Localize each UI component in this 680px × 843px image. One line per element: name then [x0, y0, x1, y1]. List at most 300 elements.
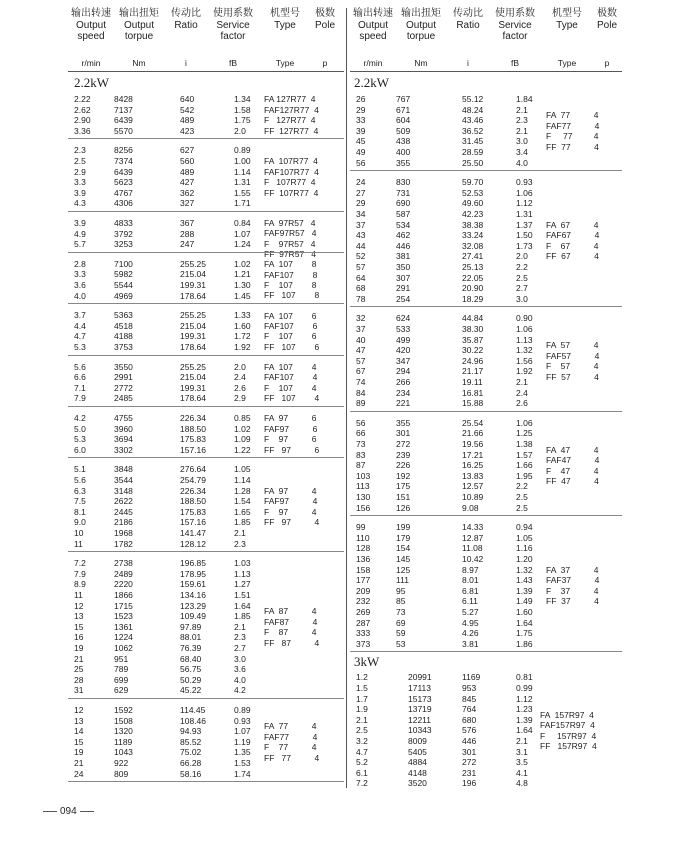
ratio-cell: 11.08 [462, 543, 483, 554]
type-pole-line: FF 157R97 4 [540, 741, 597, 752]
speed-cell: 7.2 [74, 558, 86, 569]
service-factor-cell: 3.5 [516, 757, 528, 768]
torque-cell: 699 [114, 674, 129, 685]
header-type [544, 8, 590, 31]
type-pole-line: FF 67 4 [546, 251, 599, 262]
type-pole-line: FAF127R77 4 [264, 104, 319, 115]
speed-cell: 128 [356, 543, 371, 554]
ratio-cell: 188.50 [180, 496, 206, 507]
speed-cell: 2.1 [356, 714, 368, 725]
torque-cell: 7137 [114, 104, 133, 115]
service-factor-cell: 0.85 [234, 413, 251, 423]
type-pole-line: FA 107R77 4 [264, 156, 318, 167]
torque-cell: 1782 [114, 538, 133, 549]
type-pole-block [264, 486, 319, 528]
header-type-en: Type [274, 20, 296, 31]
torque-cell: 7374 [114, 156, 133, 166]
header-speed-en: Output speed [75, 20, 107, 42]
speed-cell: 74 [356, 377, 366, 387]
type-pole-line: FF 47 4 [546, 475, 599, 486]
ratio-cell: 178.64 [180, 393, 206, 404]
speed-cell: 45 [356, 136, 366, 147]
torque-cell: 5544 [114, 280, 133, 290]
type-pole-line: F 107R77 4 [264, 177, 316, 188]
table-header [68, 0, 344, 72]
type-pole-block [546, 110, 599, 152]
header-torque-en: Output torpue [123, 20, 155, 42]
service-factor-cell: 3.0 [516, 293, 528, 304]
torque-cell: 1866 [114, 590, 133, 600]
torque-cell: 671 [396, 104, 411, 115]
service-factor-cell: 1.60 [234, 320, 251, 331]
speed-cell: 7.9 [74, 393, 86, 404]
speed-cell: 9.0 [74, 517, 86, 528]
ratio-cell: 288 [180, 228, 195, 239]
service-factor-cell: 1.09 [234, 434, 251, 445]
torque-cell: 199 [396, 522, 411, 533]
speed-cell: 24 [74, 768, 84, 779]
speed-cell: 11 [74, 538, 83, 549]
ratio-cell: 560 [180, 156, 195, 166]
ratio-cell: 108.46 [180, 715, 206, 726]
ratio-cell: 196 [462, 778, 477, 789]
header-service-factor [490, 8, 540, 42]
speed-cell: 99 [356, 522, 366, 533]
speed-cell: 28 [74, 674, 84, 685]
ratio-cell: 109.49 [180, 611, 206, 622]
speed-cell: 4.4 [74, 320, 86, 331]
torque-cell: 6439 [114, 166, 133, 177]
ratio-cell: 4.95 [462, 617, 479, 628]
torque-cell: 1189 [114, 736, 133, 747]
ratio-cell: 489 [180, 166, 195, 177]
group-separator [68, 355, 344, 356]
header-pole-en: Pole [314, 20, 335, 31]
ratio-cell: 31.45 [462, 136, 484, 147]
type-pole-line: FAF37 4 [546, 575, 600, 586]
service-factor-cell: 1.85 [234, 517, 251, 528]
torque-cell: 20991 [408, 672, 432, 683]
service-factor-cell: 1.20 [516, 554, 533, 564]
type-pole-line: FF 97 4 [264, 517, 320, 528]
torque-cell: 4148 [408, 767, 427, 778]
ratio-cell: 680 [462, 714, 477, 725]
speed-cell: 56 [356, 417, 366, 428]
speed-cell: 232 [356, 596, 371, 607]
ratio-cell: 128.12 [180, 538, 206, 549]
speed-cell: 14 [74, 726, 84, 737]
torque-cell: 239 [396, 449, 411, 460]
torque-cell: 5570 [114, 125, 133, 136]
ratio-cell: 19.56 [462, 439, 484, 449]
header-type-unit: Type [557, 58, 577, 68]
torque-cell: 175 [396, 481, 411, 492]
speed-cell: 29 [356, 198, 366, 209]
torque-cell: 111 [396, 575, 409, 586]
header-service-factor-en: Service factor [498, 20, 532, 42]
ratio-cell: 255.25 [180, 310, 206, 321]
ratio-cell: 45.22 [180, 685, 202, 696]
service-factor-cell: 2.4 [516, 387, 528, 398]
ratio-cell: 226.34 [180, 485, 206, 496]
service-factor-cell: 2.1 [516, 736, 528, 746]
header-speed [68, 8, 114, 42]
type-pole-line: FA 37 4 [546, 565, 599, 575]
ratio-cell: 55.12 [462, 94, 484, 104]
type-pole-block [264, 94, 319, 136]
ratio-cell: 24.96 [462, 355, 484, 366]
type-pole-block [546, 340, 599, 382]
ratio-cell: 10.42 [462, 554, 484, 564]
header-service-factor-cn: 使用系数 [213, 8, 253, 19]
group-separator [68, 211, 344, 212]
ratio-cell: 362 [180, 187, 195, 198]
type-pole-block [264, 721, 319, 763]
ratio-cell: 254.79 [180, 475, 206, 485]
speed-cell: 84 [356, 387, 366, 398]
header-service-factor-unit: fB [510, 58, 520, 68]
speed-cell: 31 [74, 685, 84, 696]
torque-cell: 4767 [114, 187, 133, 198]
ratio-cell: 12.87 [462, 532, 484, 543]
ratio-cell: 159.61 [180, 579, 206, 590]
ratio-cell: 14.33 [462, 522, 484, 533]
torque-cell: 226 [396, 460, 411, 471]
speed-cell: 27 [356, 187, 366, 198]
torque-cell: 624 [396, 313, 411, 324]
service-factor-cell: 1.28 [234, 485, 251, 496]
header-torque [396, 8, 446, 42]
torque-cell: 179 [396, 532, 411, 543]
torque-cell: 291 [396, 283, 411, 294]
header-speed-cn: 输出转速 [353, 8, 393, 19]
torque-cell: 4188 [114, 331, 133, 342]
torque-cell: 789 [114, 664, 129, 675]
type-pole-line: FF 127R77 4 [264, 125, 319, 136]
speed-cell: 16 [74, 632, 84, 643]
torque-cell: 3302 [114, 444, 133, 455]
speed-cell: 44 [356, 240, 366, 251]
service-factor-cell: 1.64 [516, 617, 533, 628]
speed-cell: 136 [356, 554, 371, 564]
speed-cell: 21 [74, 758, 84, 768]
ratio-cell: 196.85 [180, 558, 206, 569]
service-factor-cell: 1.72 [234, 331, 251, 342]
torque-cell: 809 [114, 768, 129, 779]
torque-cell: 462 [396, 230, 411, 241]
speed-cell: 5.0 [74, 423, 86, 434]
ratio-cell: 43.46 [462, 115, 484, 126]
group-separator [68, 252, 344, 253]
ratio-cell: 58.16 [180, 768, 202, 779]
service-factor-cell: 1.92 [516, 366, 533, 377]
torque-cell: 1224 [114, 632, 133, 643]
service-factor-cell: 1.66 [516, 460, 533, 471]
service-factor-cell: 1.23 [516, 704, 533, 715]
ratio-cell: 38.38 [462, 219, 484, 230]
type-pole-line: FA 127R77 4 [264, 94, 316, 105]
speed-cell: 6.0 [74, 444, 86, 455]
torque-cell: 4306 [114, 198, 133, 209]
speed-cell: 66 [356, 428, 366, 439]
header-type-en: Type [556, 20, 578, 31]
speed-cell: 5.3 [74, 434, 86, 445]
service-factor-cell: 1.37 [516, 219, 533, 230]
service-factor-cell: 1.73 [516, 240, 533, 251]
torque-cell: 2622 [114, 496, 133, 507]
speed-cell: 4.9 [74, 228, 86, 239]
header-ratio [448, 8, 488, 31]
speed-cell: 3.9 [74, 218, 86, 228]
group-separator [350, 306, 622, 307]
header-service-factor-en: Service factor [216, 20, 250, 42]
service-factor-cell: 3.1 [516, 746, 528, 757]
ratio-cell: 27.41 [462, 251, 484, 262]
ratio-cell: 640 [180, 94, 195, 104]
speed-cell: 37 [356, 324, 366, 334]
ratio-cell: 427 [180, 177, 195, 188]
torque-cell: 2445 [114, 506, 133, 517]
ratio-cell: 215.04 [180, 269, 206, 280]
service-factor-cell: 1.07 [234, 726, 251, 737]
speed-cell: 2.5 [356, 725, 368, 736]
speed-cell: 73 [356, 439, 366, 449]
speed-cell: 1.9 [356, 704, 368, 715]
torque-cell: 4518 [114, 320, 133, 331]
torque-cell: 951 [114, 653, 129, 664]
service-factor-cell: 1.75 [516, 628, 533, 639]
type-pole-line: F 77 4 [264, 742, 317, 753]
type-pole-line: FF 77 4 [546, 141, 599, 152]
service-factor-cell: 0.93 [516, 177, 533, 188]
torque-cell: 3960 [114, 423, 133, 434]
type-pole-block [264, 413, 319, 455]
speed-cell: 21 [74, 653, 84, 664]
service-factor-cell: 1.31 [234, 177, 251, 188]
ratio-cell: 367 [180, 218, 195, 228]
ratio-cell: 9.08 [462, 502, 479, 513]
ratio-cell: 8.97 [462, 564, 479, 575]
service-factor-cell: 1.54 [234, 496, 251, 507]
service-factor-cell: 1.75 [234, 115, 251, 126]
torque-cell: 85 [396, 596, 406, 607]
speed-cell: 33 [356, 115, 366, 126]
torque-cell: 3694 [114, 434, 133, 445]
power-rating: 2.2kW [354, 75, 390, 90]
torque-cell: 1508 [114, 715, 133, 726]
torque-cell: 1062 [114, 643, 133, 653]
type-pole-line: FAF87 4 [264, 616, 318, 627]
ratio-cell: 953 [462, 683, 477, 693]
speed-cell: 11 [74, 590, 83, 600]
ratio-cell: 75.02 [180, 747, 202, 758]
speed-cell: 67 [356, 366, 366, 377]
ratio-cell: 178.95 [180, 568, 206, 579]
service-factor-cell: 1.14 [234, 166, 251, 177]
speed-cell: 10 [74, 528, 84, 538]
torque-cell: 690 [396, 198, 411, 209]
ratio-cell: 44.84 [462, 313, 484, 324]
service-factor-cell: 1.53 [234, 758, 251, 768]
ratio-cell: 48.24 [462, 104, 484, 115]
speed-cell: 29 [356, 104, 366, 115]
torque-cell: 400 [396, 147, 411, 157]
torque-cell: 2738 [114, 558, 133, 569]
type-pole-line: F 107 4 [264, 382, 317, 393]
ratio-cell: 4.26 [462, 628, 479, 639]
table-header [350, 0, 622, 72]
type-pole-line: F 97 6 [264, 434, 317, 445]
service-factor-cell: 1.19 [234, 736, 251, 747]
torque-cell: 1320 [114, 726, 133, 737]
torque-cell: 59 [396, 628, 406, 639]
torque-cell: 2489 [114, 568, 133, 579]
ratio-cell: 68.40 [180, 653, 202, 664]
torque-cell: 587 [396, 209, 411, 219]
speed-cell: 6.6 [74, 372, 86, 383]
torque-cell: 629 [114, 685, 129, 696]
speed-cell: 1.7 [356, 693, 368, 704]
group-separator [68, 138, 344, 139]
speed-cell: 15 [74, 621, 84, 632]
torque-cell: 350 [396, 262, 411, 272]
group-separator [68, 406, 344, 407]
torque-cell: 2220 [114, 579, 133, 590]
ratio-cell: 15.88 [462, 398, 484, 409]
type-pole-line: FA 77 4 [546, 110, 599, 121]
torque-cell: 95 [396, 585, 406, 596]
speed-cell: 110 [356, 532, 370, 543]
torque-cell: 499 [396, 334, 411, 345]
torque-cell: 4969 [114, 290, 133, 301]
service-factor-cell: 3.0 [516, 136, 528, 147]
speed-cell: 12 [74, 705, 84, 715]
ratio-cell: 489 [180, 115, 195, 126]
service-factor-cell: 2.6 [516, 398, 528, 409]
type-pole-line: FAF77 4 [264, 731, 318, 742]
ratio-cell: 6.81 [462, 585, 479, 596]
ratio-cell: 25.13 [462, 262, 484, 272]
service-factor-cell: 1.13 [516, 334, 533, 345]
type-pole-line: FF 107 4 [264, 393, 320, 404]
ratio-cell: 49.60 [462, 198, 484, 209]
service-factor-cell: 1.06 [516, 417, 533, 428]
speed-cell: 1.2 [356, 672, 368, 683]
service-factor-cell: 2.1 [516, 125, 528, 136]
speed-cell: 113 [356, 481, 370, 492]
speed-cell: 4.2 [74, 413, 86, 423]
speed-cell: 8.1 [74, 506, 86, 517]
speed-cell: 13 [74, 715, 84, 726]
speed-cell: 5.7 [74, 239, 86, 250]
ratio-cell: 134.16 [180, 590, 206, 600]
torque-cell: 10343 [408, 725, 432, 736]
service-factor-cell: 1.22 [234, 444, 251, 455]
type-pole-line: F 107 8 [264, 280, 317, 290]
service-factor-cell: 2.6 [234, 382, 246, 393]
service-factor-cell: 2.5 [516, 502, 528, 513]
torque-cell: 8428 [114, 94, 133, 104]
torque-cell: 3544 [114, 475, 133, 485]
torque-cell: 151 [396, 492, 411, 502]
service-factor-cell: 1.45 [234, 290, 251, 301]
speed-cell: 3.2 [356, 736, 368, 746]
ratio-cell: 157.16 [180, 444, 206, 455]
ratio-cell: 301 [462, 746, 477, 757]
type-pole-line: F 107 6 [264, 331, 317, 342]
type-pole-block [264, 606, 319, 648]
speed-cell: 2.8 [74, 258, 86, 269]
speed-cell: 2.22 [74, 94, 91, 104]
type-pole-line: FA 107 8 [264, 259, 317, 270]
torque-cell: 731 [396, 187, 411, 198]
service-factor-cell: 2.3 [234, 632, 246, 643]
type-pole-line: F 97R57 4 [264, 238, 316, 249]
speed-cell: 5.6 [74, 475, 86, 485]
service-factor-cell: 1.38 [516, 439, 533, 449]
torque-cell: 5405 [408, 746, 427, 757]
torque-cell: 13719 [408, 704, 432, 715]
ratio-cell: 157.16 [180, 517, 206, 528]
torque-cell: 3148 [114, 485, 133, 496]
type-pole-line: FAF157R97 4 [540, 720, 595, 731]
type-pole-line: FAF107 4 [264, 372, 318, 383]
header-pole-unit: p [322, 58, 328, 68]
service-factor-cell: 2.3 [516, 115, 528, 126]
speed-cell: 5.3 [74, 342, 86, 352]
speed-cell: 3.3 [74, 177, 86, 188]
type-pole-line: FA 57 4 [546, 340, 599, 351]
service-factor-cell: 1.32 [516, 345, 533, 356]
type-pole-line: FAF47 4 [546, 455, 600, 466]
service-factor-cell: 1.39 [516, 585, 533, 596]
header-speed [350, 8, 396, 42]
torque-cell: 1361 [114, 621, 133, 632]
service-factor-cell: 2.0 [516, 251, 528, 262]
service-factor-cell: 4.0 [516, 157, 528, 168]
service-factor-cell: 1.64 [234, 600, 251, 611]
torque-cell: 7100 [114, 258, 133, 269]
left-column [68, 0, 344, 779]
type-pole-line: FAF97R57 4 [264, 228, 317, 239]
ratio-cell: 123.29 [180, 600, 206, 611]
ratio-cell: 141.47 [180, 528, 206, 538]
ratio-cell: 36.52 [462, 125, 484, 136]
torque-cell: 2186 [114, 517, 133, 528]
torque-cell: 8009 [408, 736, 427, 746]
ratio-cell: 175.83 [180, 506, 206, 517]
type-pole-line: F 57 4 [546, 361, 599, 372]
type-pole-line: FAF77 4 [546, 120, 600, 131]
type-pole-line: F 97 4 [264, 506, 317, 517]
torque-cell: 3848 [114, 464, 133, 475]
speed-cell: 5.6 [74, 361, 86, 372]
service-factor-cell: 1.02 [234, 258, 251, 269]
ratio-cell: 20.90 [462, 283, 484, 294]
torque-cell: 355 [396, 417, 411, 428]
type-pole-line: FA 107 6 [264, 310, 317, 321]
speed-cell: 43 [356, 230, 366, 241]
ratio-cell: 446 [462, 736, 477, 746]
ratio-cell: 215.04 [180, 320, 206, 331]
ratio-cell: 764 [462, 704, 477, 715]
ratio-cell: 66.28 [180, 758, 202, 768]
speed-cell: 1.5 [356, 683, 368, 693]
type-pole-line: FAF107R77 4 [264, 166, 319, 177]
type-pole-line: FA 157R97 4 [540, 709, 594, 720]
speed-cell: 49 [356, 147, 366, 157]
torque-cell: 6439 [114, 115, 133, 126]
